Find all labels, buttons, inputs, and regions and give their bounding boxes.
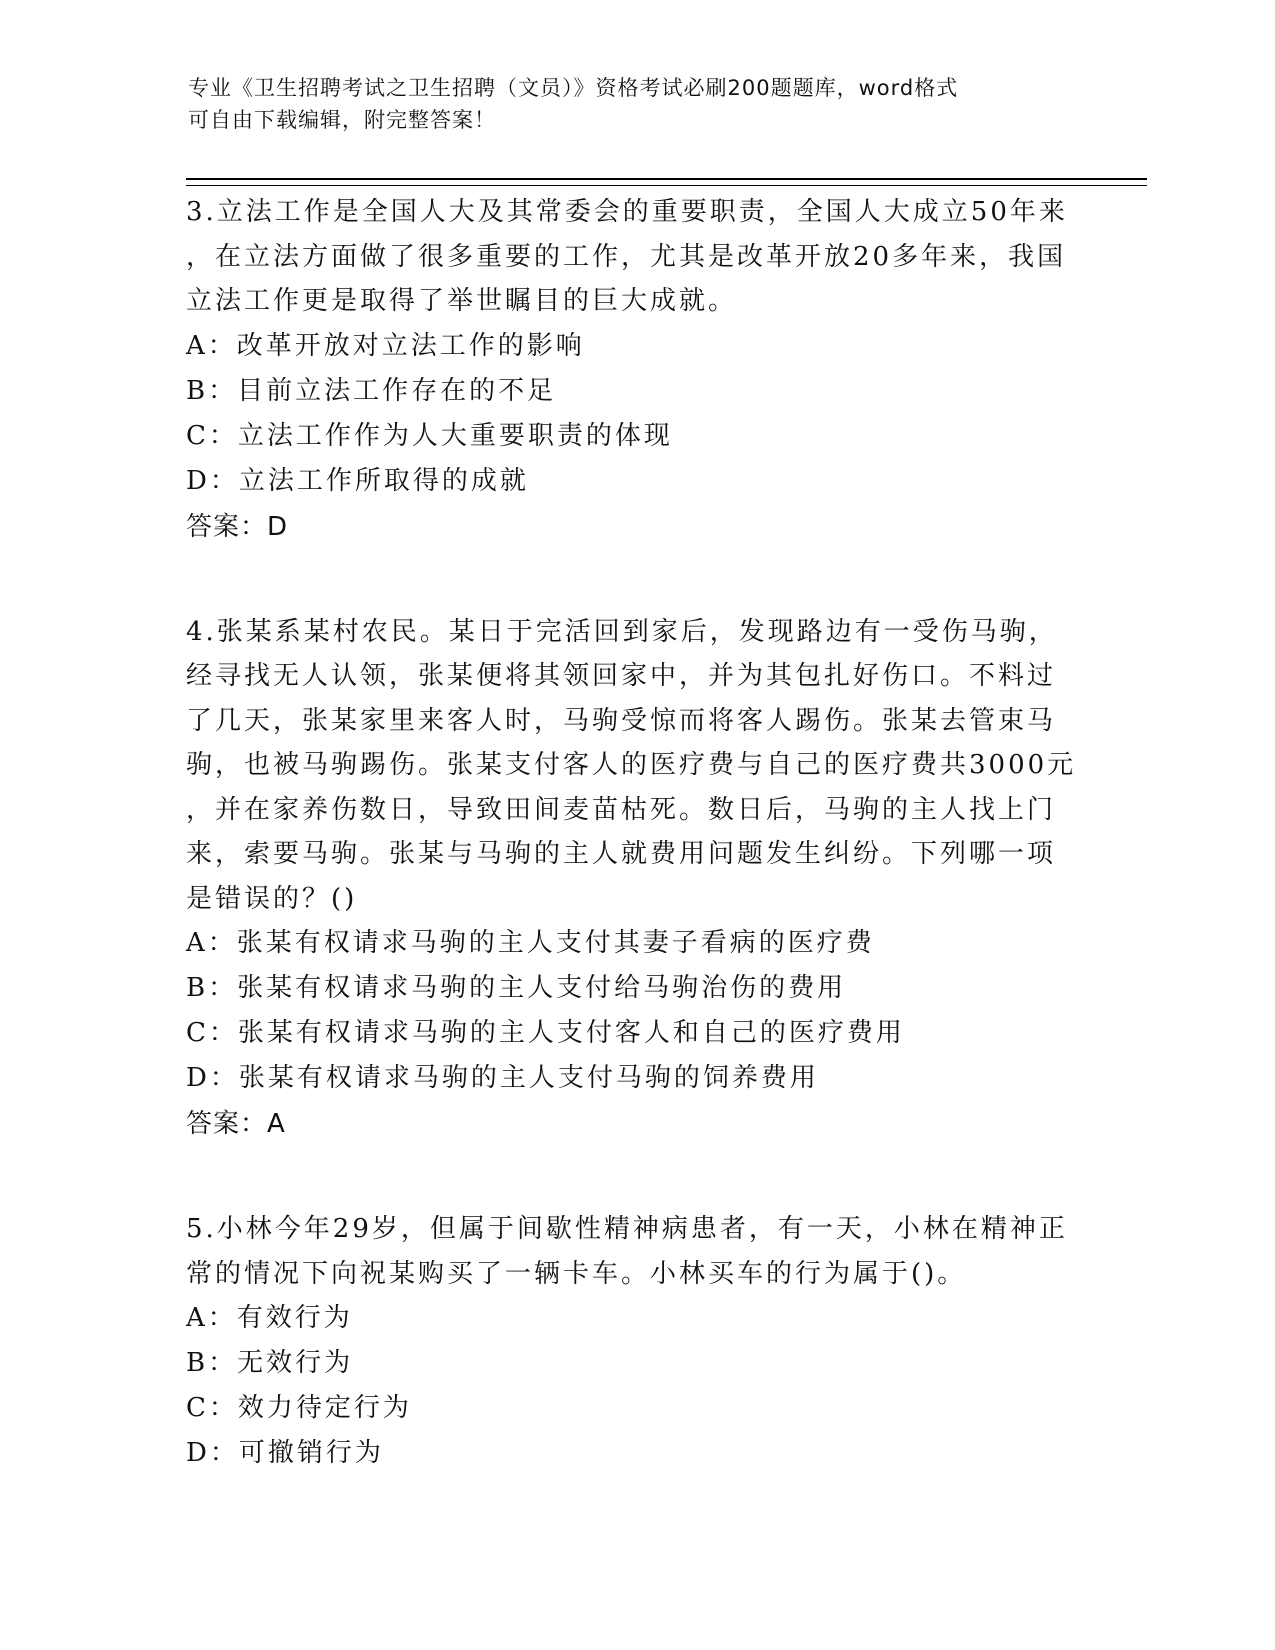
header-divider-thick (186, 178, 1147, 180)
question-stem: 4.张某系某村农民。某日于完活回到家后，发现路边有一受伤马驹， 经寻找无人认领，张某便将其领回家中，并为其包扎好伤口。不料过 了几天，张某家里来客人时，马驹受惊而将客人踢伤。张某去管束马 驹，也被马驹踢伤。张某支付客人的医疗费与自己的医疗费共3000元 ，并在家养伤数日，导致田间麦苗枯死。数日后，马驹的主人找上门 来，索要马驹。张某与马驹的主人就费用问题发生纠纷。下列哪一项 是错误的？() (186, 616, 1077, 914)
option-c: C：张某有权请求马驹的主人支付客人和自己的医疗费用 (186, 1018, 905, 1048)
question-3 (186, 190, 1086, 550)
option-d: D：张某有权请求马驹的主人支付马驹的饲养费用 (186, 1063, 819, 1093)
header-divider-thin (186, 185, 1147, 186)
question-list (186, 190, 1086, 1476)
option-a: A：改革开放对立法工作的影响 (186, 330, 585, 361)
question-4 (186, 610, 1086, 1148)
option-d: D：立法工作所取得的成就 (186, 465, 529, 496)
spacer (186, 550, 1086, 610)
spacer (186, 1147, 1086, 1207)
question-stem: 5.小林今年29岁，但属于间歇性精神病患者，有一天，小林在精神正 常的情况下向祝某购买了一辆卡车。小林买车的行为属于()。 (186, 1214, 1068, 1289)
option-a: A：有效行为 (186, 1303, 353, 1333)
option-b: B：目前立法工作存在的不足 (186, 375, 557, 406)
option-b: B：无效行为 (186, 1348, 354, 1378)
option-a: A：张某有权请求马驹的主人支付其妻子看病的医疗费 (186, 928, 875, 958)
answer-label: 答案：D (186, 511, 289, 542)
answer-label: 答案：A (186, 1109, 286, 1139)
question-stem: 3.立法工作是全国人大及其常委会的重要职责，全国人大成立50年来 ，在立法方面做了很多重要的工作，尤其是改革开放20多年来，我国 立法工作更是取得了举世瞩目的巨大成就。 (186, 197, 1068, 316)
option-b: B：张某有权请求马驹的主人支付给马驹治伤的费用 (186, 973, 847, 1003)
option-c: C：立法工作作为人大重要职责的体现 (186, 420, 673, 451)
option-c: C：效力待定行为 (186, 1393, 412, 1423)
question-5 (186, 1207, 1086, 1476)
page-header: 专业《卫生招聘考试之卫生招聘（文员）》资格考试必刷200题题库，word格式 可自由下载编辑，附完整答案！ (188, 76, 959, 132)
option-d: D：可撤销行为 (186, 1438, 384, 1468)
